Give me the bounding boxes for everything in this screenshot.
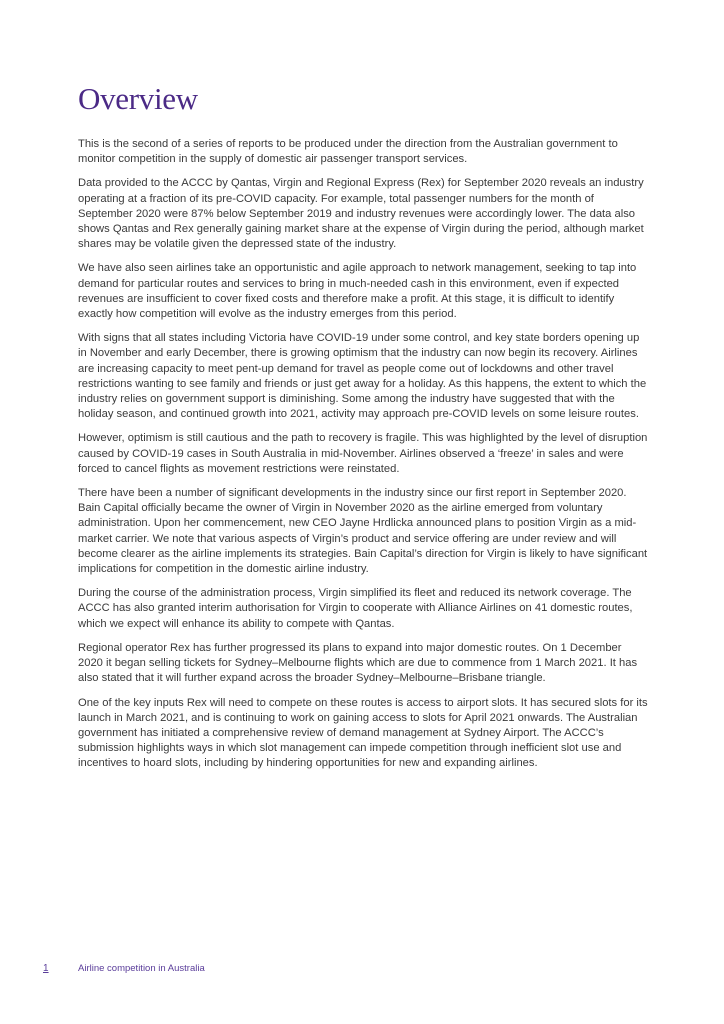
running-title: Airline competition in Australia	[78, 963, 205, 974]
paragraph-4: With signs that all states including Victoria have COVID-19 under some control, and key state borders opening up in November and early December, there is growing optimism that the industry can now begin its recovery. Airlines are increasing capacity to meet pent-up demand for travel as people come out of lockdowns and other travel restrictions wanting to see family and friends or just get away for a holiday. As this happens, the extent to which the industry relies on government support is diminishing. Some among the industry have suggested that with the holiday season, and continued growth into 2021, activity may approach pre-COVID levels on some leisure routes.	[78, 332, 647, 421]
paragraph-7: During the course of the administration process, Virgin simplified its fleet and reduced its network coverage. The ACCC has also granted interim authorisation for Virgin to cooperate with Alliance Airlines on 41 domestic routes, which we expect will enhance its ability to compete with Qantas.	[78, 587, 633, 630]
paragraph-8: Regional operator Rex has further progressed its plans to expand into major domestic routes. On 1 December 2020 it began selling tickets for Sydney–Melbourne flights which are due to commence from 1 March 2021. It has also stated that it will further expand across the broader Sydney–Melbourne–Brisbane triangle.	[78, 641, 638, 685]
body-content	[78, 137, 648, 781]
paragraph-9: One of the key inputs Rex will need to compete on these routes is access to airport slots. It has secured slots for its launch in March 2021, and is continuing to work on gaining access to slots for April 2021 onwards. The Australian government has initiated a comprehensive review of demand management at Sydney Airport. The ACCC’s submission highlights ways in which slot management can impede competition through inefficient slot use and incentives to hoard slots, including by hindering opportunities for new and expanding airlines.	[78, 696, 648, 770]
page-title: Overview	[78, 81, 198, 116]
paragraph-6: There have been a number of significant developments in the industry since our first report in September 2020. Bain Capital officially became the owner of Virgin in November 2020 as the airline emerged from voluntary administration. Upon her commencement, new CEO Jayne Hrdlicka announced plans to position Virgin as a mid-market carrier. We note that various aspects of Virgin’s product and service offering are under review and will become clearer as the airline implements its strategies. Bain Capital’s direction for Virgin is likely to have significant implications for competition in the domestic airline industry.	[78, 487, 648, 576]
page-footer	[43, 963, 205, 974]
paragraph-2: Data provided to the ACCC by Qantas, Virgin and Regional Express (Rex) for September 2020 reveals an industry operating at a fraction of its pre-COVID capacity. For example, total passenger numbers for the month of September 2020 were 87% below September 2019 and industry revenues were accordingly lower. The data also shows Qantas and Rex generally gaining market share at the expense of Virgin during the period, although market shares may be volatile given the depressed state of the industry.	[78, 177, 644, 251]
paragraph-3: We have also seen airlines take an opportunistic and agile approach to network management, seeking to tap into demand for particular routes and services to bring in much-needed cash in this environment, even if expected revenues are insufficient to cover fixed costs and therefore make a profit. At this stage, it is difficult to identify exactly how competition will evolve as the industry emerges from this period.	[78, 262, 637, 321]
paragraph-1: This is the second of a series of reports to be produced under the direction from the Australian government to monitor competition in the supply of domestic air passenger transport services.	[78, 138, 618, 166]
paragraph-5: However, optimism is still cautious and the path to recovery is fragile. This was highlighted by the level of disruption caused by COVID-19 cases in South Australia in mid-November. Airlines observed a ‘freeze’ in sales and were forced to cancel flights as movement restrictions were reinstated.	[78, 432, 648, 475]
page-number: 1	[43, 963, 49, 974]
